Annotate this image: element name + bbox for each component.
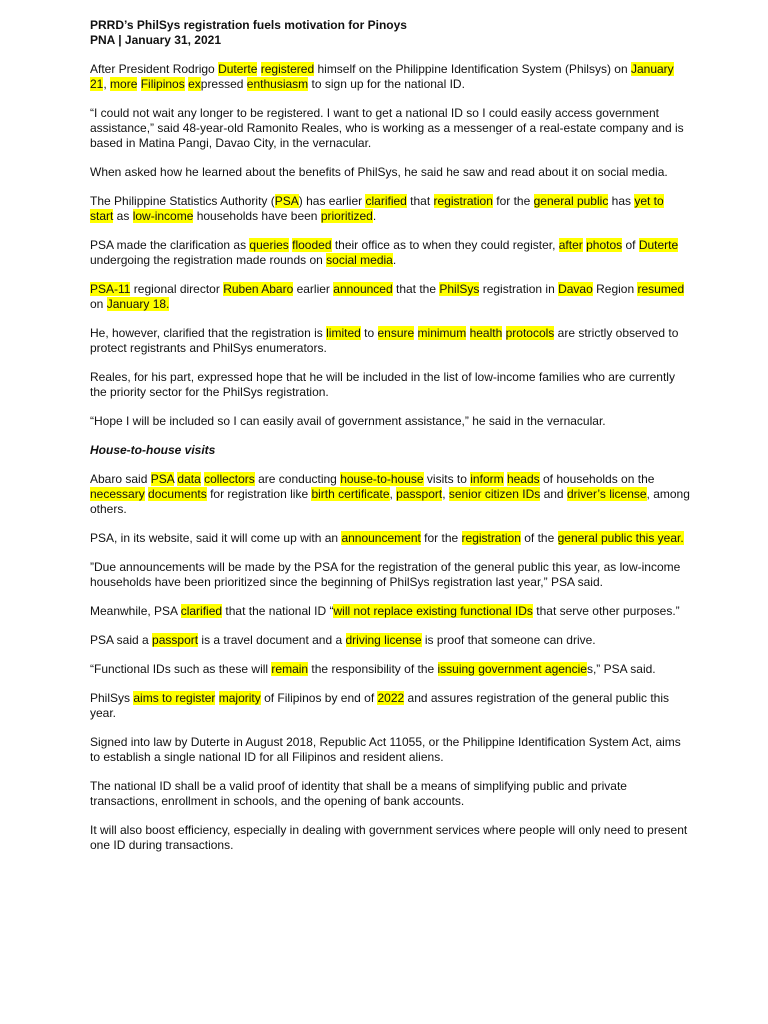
text-run: of Filipinos by end of [260, 691, 378, 705]
paragraph [90, 691, 690, 721]
text-run: that [406, 194, 434, 208]
highlighted-text: passport [396, 487, 443, 501]
highlighted-text: heads [506, 472, 540, 486]
highlighted-text: resumed [637, 282, 685, 296]
text-run: PSA said a [90, 633, 153, 647]
highlighted-text: registered [260, 62, 315, 76]
highlighted-text: announcement [341, 531, 421, 545]
highlighted-text: remain [271, 662, 309, 676]
text-run: of the [520, 531, 558, 545]
paragraph [90, 326, 690, 356]
paragraph [90, 735, 690, 765]
highlighted-text: general public [533, 194, 609, 208]
highlighted-text: social media [326, 253, 393, 267]
highlighted-text: 2022 [377, 691, 405, 705]
text-run: of [622, 238, 639, 252]
highlighted-text: ex [188, 77, 201, 91]
paragraph [90, 62, 690, 92]
paragraph [90, 282, 690, 312]
paragraph [90, 662, 690, 677]
paragraph [90, 370, 690, 400]
byline: PNA | January 31, 2021 [90, 33, 221, 47]
text-run: of households on the [539, 472, 655, 486]
text-run: ”Due announcements will be made by the PSA for the registration of the general public this year, as low-income households have been prioritized since the beginning of PhilSys registration last year,” PSA said. [90, 560, 681, 589]
text-run: pressed [200, 77, 247, 91]
highlighted-text: January 18. [106, 297, 170, 311]
paragraph [90, 823, 690, 853]
highlighted-text: driver’s license [566, 487, 647, 501]
paragraph [90, 106, 690, 151]
text-run: for the [420, 531, 462, 545]
highlighted-text: announced [333, 282, 393, 296]
highlighted-text: PSA [150, 472, 175, 486]
paragraph [90, 531, 690, 546]
text-run: , [442, 487, 449, 501]
paragraph [90, 238, 690, 268]
text-run: Signed into law by Duterte in August 2018, Republic Act 11055, or the Philippine Identification System Act, aims to establish a single national ID for all Filipinos and resident aliens. [90, 735, 681, 764]
text-run: and [540, 487, 567, 501]
text-run: “Functional IDs such as these will [90, 662, 272, 676]
highlighted-text: PhilSys [439, 282, 480, 296]
highlighted-text: driving license [345, 633, 422, 647]
highlighted-text: passport [152, 633, 199, 647]
highlighted-text: issuing government agencie [437, 662, 587, 676]
highlighted-text: general public this year. [557, 531, 684, 545]
text-run: ) has earlier [298, 194, 366, 208]
text-run: The national ID shall be a valid proof of identity that shall be a means of simplifying public and private transactions, enrollment in schools, and the opening of bank accounts. [90, 779, 627, 808]
highlighted-text: necessary [90, 487, 145, 501]
highlighted-text: will not replace existing functional IDs [333, 604, 533, 618]
highlighted-text: Duterte [218, 62, 258, 76]
text-run: to [360, 326, 378, 340]
highlighted-text: after [558, 238, 583, 252]
highlighted-text: data [177, 472, 201, 486]
highlighted-text: Filipinos [140, 77, 185, 91]
text-run: “Hope I will be included so I can easily avail of government assistance,” he said in the vernacular. [90, 414, 606, 428]
highlighted-text: documents [148, 487, 207, 501]
text-run: the responsibility of the [308, 662, 438, 676]
text-run: are strictly observed to protect registrants and PhilSys enumerators. [90, 326, 679, 355]
highlighted-text: protocols [505, 326, 555, 340]
text-run: is a travel document and a [198, 633, 346, 647]
text-run: is proof that someone can drive. [421, 633, 596, 647]
highlighted-text: flooded [292, 238, 332, 252]
highlighted-text: yet to start [90, 194, 664, 223]
text-run: regional director [130, 282, 224, 296]
text-run: , [389, 487, 397, 501]
paragraph [90, 472, 690, 517]
text-run: Meanwhile, PSA [90, 604, 181, 618]
text-run: When asked how he learned about the benefits of PhilSys, he said he saw and read about it on social media. [90, 165, 668, 179]
highlighted-text: limited [326, 326, 361, 340]
text-run: and assures registration of the general public this year. [90, 691, 670, 720]
highlighted-text: more [110, 77, 138, 91]
text-run: himself on the Philippine Identification System (Philsys) on [314, 62, 631, 76]
text-run: as [113, 209, 133, 223]
highlighted-text: queries [249, 238, 289, 252]
text-run: . [372, 209, 377, 223]
text-run: has [608, 194, 635, 208]
highlighted-text: registration [461, 531, 521, 545]
highlighted-text: Ruben Abaro [223, 282, 294, 296]
text-run: earlier [293, 282, 334, 296]
highlighted-text: minimum [417, 326, 467, 340]
highlighted-text: health [469, 326, 503, 340]
highlighted-text: aims to register [133, 691, 216, 705]
highlighted-text: house-to-house [340, 472, 424, 486]
text-run: households have been [193, 209, 321, 223]
highlighted-text: prioritized [320, 209, 373, 223]
paragraph [90, 779, 690, 809]
text-run: After President Rodrigo [90, 62, 219, 76]
highlighted-text: collectors [204, 472, 255, 486]
text-run: visits to [423, 472, 471, 486]
highlighted-text: clarified [180, 604, 223, 618]
paragraph [90, 414, 690, 429]
highlighted-text: low-income [132, 209, 194, 223]
text-run: registration in [479, 282, 559, 296]
text-run: that the [392, 282, 440, 296]
paragraph [90, 165, 690, 180]
text-run: are conducting [254, 472, 341, 486]
text-run: undergoing the registration made rounds on [90, 253, 327, 267]
highlighted-text: ensure [377, 326, 415, 340]
highlighted-text: birth certificate [311, 487, 390, 501]
text-run: . [392, 253, 397, 267]
text-run: PhilSys [90, 691, 134, 705]
highlighted-text: enthusiasm [246, 77, 309, 91]
text-run: their office as to when they could register, [331, 238, 559, 252]
text-run: The Philippine Statistics Authority ( [90, 194, 275, 208]
text-run: PSA made the clarification as [90, 238, 250, 252]
text-run: , among others. [90, 487, 690, 516]
text-run: He, however, clarified that the registration is [90, 326, 327, 340]
text-run: on [90, 297, 107, 311]
text-run: Abaro said [90, 472, 151, 486]
highlighted-text: majority [218, 691, 261, 705]
section-subheading [90, 443, 690, 458]
text-run: for the [492, 194, 534, 208]
highlighted-text: January 21 [90, 62, 674, 91]
text-run: to sign up for the national ID. [308, 77, 465, 91]
article-body [90, 62, 690, 853]
paragraph [90, 633, 690, 648]
highlighted-text: inform [470, 472, 504, 486]
highlighted-text: senior citizen IDs [448, 487, 541, 501]
text-run: House-to-house visits [90, 443, 216, 457]
text-run: Region [592, 282, 638, 296]
highlighted-text: PSA [274, 194, 299, 208]
highlighted-text: photos [586, 238, 623, 252]
highlighted-text: PSA-11 [90, 282, 131, 296]
text-run: Reales, for his part, expressed hope that he will be included in the list of low-income families who are currently the priority sector for the PhilSys registration. [90, 370, 675, 399]
paragraph [90, 194, 690, 224]
highlighted-text: registration [433, 194, 493, 208]
text-run: It will also boost efficiency, especially in dealing with government services where people will only need to present one ID during transactions. [90, 823, 688, 852]
text-run: that serve other purposes.” [532, 604, 680, 618]
text-run: that the national ID “ [222, 604, 334, 618]
highlighted-text: Duterte [638, 238, 679, 252]
paragraph [90, 604, 690, 619]
text-run: “I could not wait any longer to be registered. I want to get a national ID so I could easily access government assistance,” said 48-year-old Ramonito Reales, who is working as a messenger of a real-estate company and is based in Matina Pangi, Davao City, in the vernacular. [90, 106, 684, 150]
document-title: PRRD’s PhilSys registration fuels motivation for Pinoys [90, 18, 407, 32]
paragraph [90, 560, 690, 590]
text-run: PSA, in its website, said it will come up with an [90, 531, 342, 545]
highlighted-text: clarified [365, 194, 407, 208]
text-run: for registration like [206, 487, 312, 501]
document-page [90, 18, 690, 867]
text-run: , [103, 77, 111, 91]
highlighted-text: Davao [558, 282, 593, 296]
text-run: s,” PSA said. [586, 662, 656, 676]
